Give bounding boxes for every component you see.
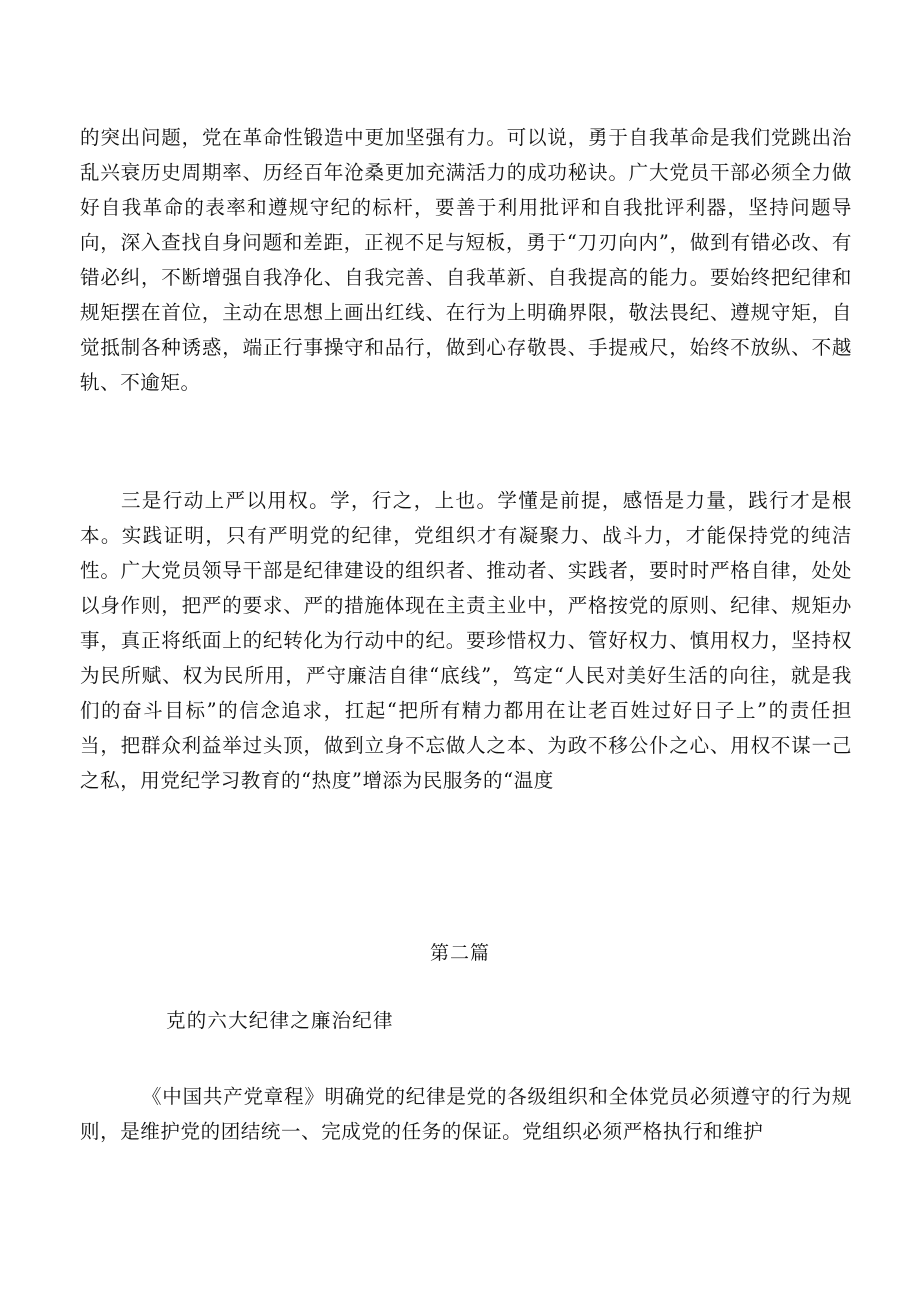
body-paragraph-self-revolution: 的突出问题，党在革命性锻造中更加坚强有力。可以说，勇于自我革命是我们党跳出治乱兴衰历史周期率、历经百年沧桑更加充满活力的成功秘诀。广大党员干部必须全力做好自我革命的表率和遵规守纪的标杆，要善于利用批评和自我批评利器，坚持问题导向，深入查找自身问题和差距，正视不足与短板，勇于“刀刃向内”，做到有错必改、有错必纠，不断增强自我净化、自我完善、自我革新、自我提高的能力。要始终把纪律和规矩摆在首位，主动在思想上画出红线、在行为上明确界限，敬法畏纪、遵规守矩，自觉抵制各种诱惑，端正行事操守和品行，做到心存敬畏、手提戒尺，始终不放纵、不越轨、不逾矩。 <box>80 126 852 394</box>
body-paragraph-use-of-power: 三是行动上严以用权。学，行之，上也。学懂是前提，感悟是力量，践行才是根本。实践证明，只有严明党的纪律，党组织才有凝聚力、战斗力，才能保持党的纯洁性。广大党员领导干部是纪律建设的组织者、推动者、实践者，要时时严格自律，处处以身作则，把严的要求、严的措施体现在主责主业中，严格按党的原则、纪律、规矩办事，真正将纸面上的纪转化为行动中的纪。要珍惜权力、管好权力、慎用权力，坚持权为民所赋、权为民所用，严守廉洁自律“底线”，笃定“人民对美好生活的向往，就是我们的奋斗目标”的信念追求，扛起“把所有精力都用在让老百姓过好日子上”的责任担当，把群众利益举过头顶，做到立身不忘做人之本、为政不移公仆之心、用权不谋一己之私，用党纪学习教育的“热度”增添为民服务的“温度 <box>80 489 852 792</box>
section-heading: 第二篇 <box>429 942 490 964</box>
article-subtitle: 克的六大纪律之廉治纪律 <box>166 1009 394 1032</box>
body-paragraph-party-constitution: 《中国共产党章程》明确党的纪律是党的各级组织和全体党员必须遵守的行为规则，是维护党的团结统一、完成党的任务的保证。党组织必须严格执行和维护 <box>80 1085 852 1143</box>
